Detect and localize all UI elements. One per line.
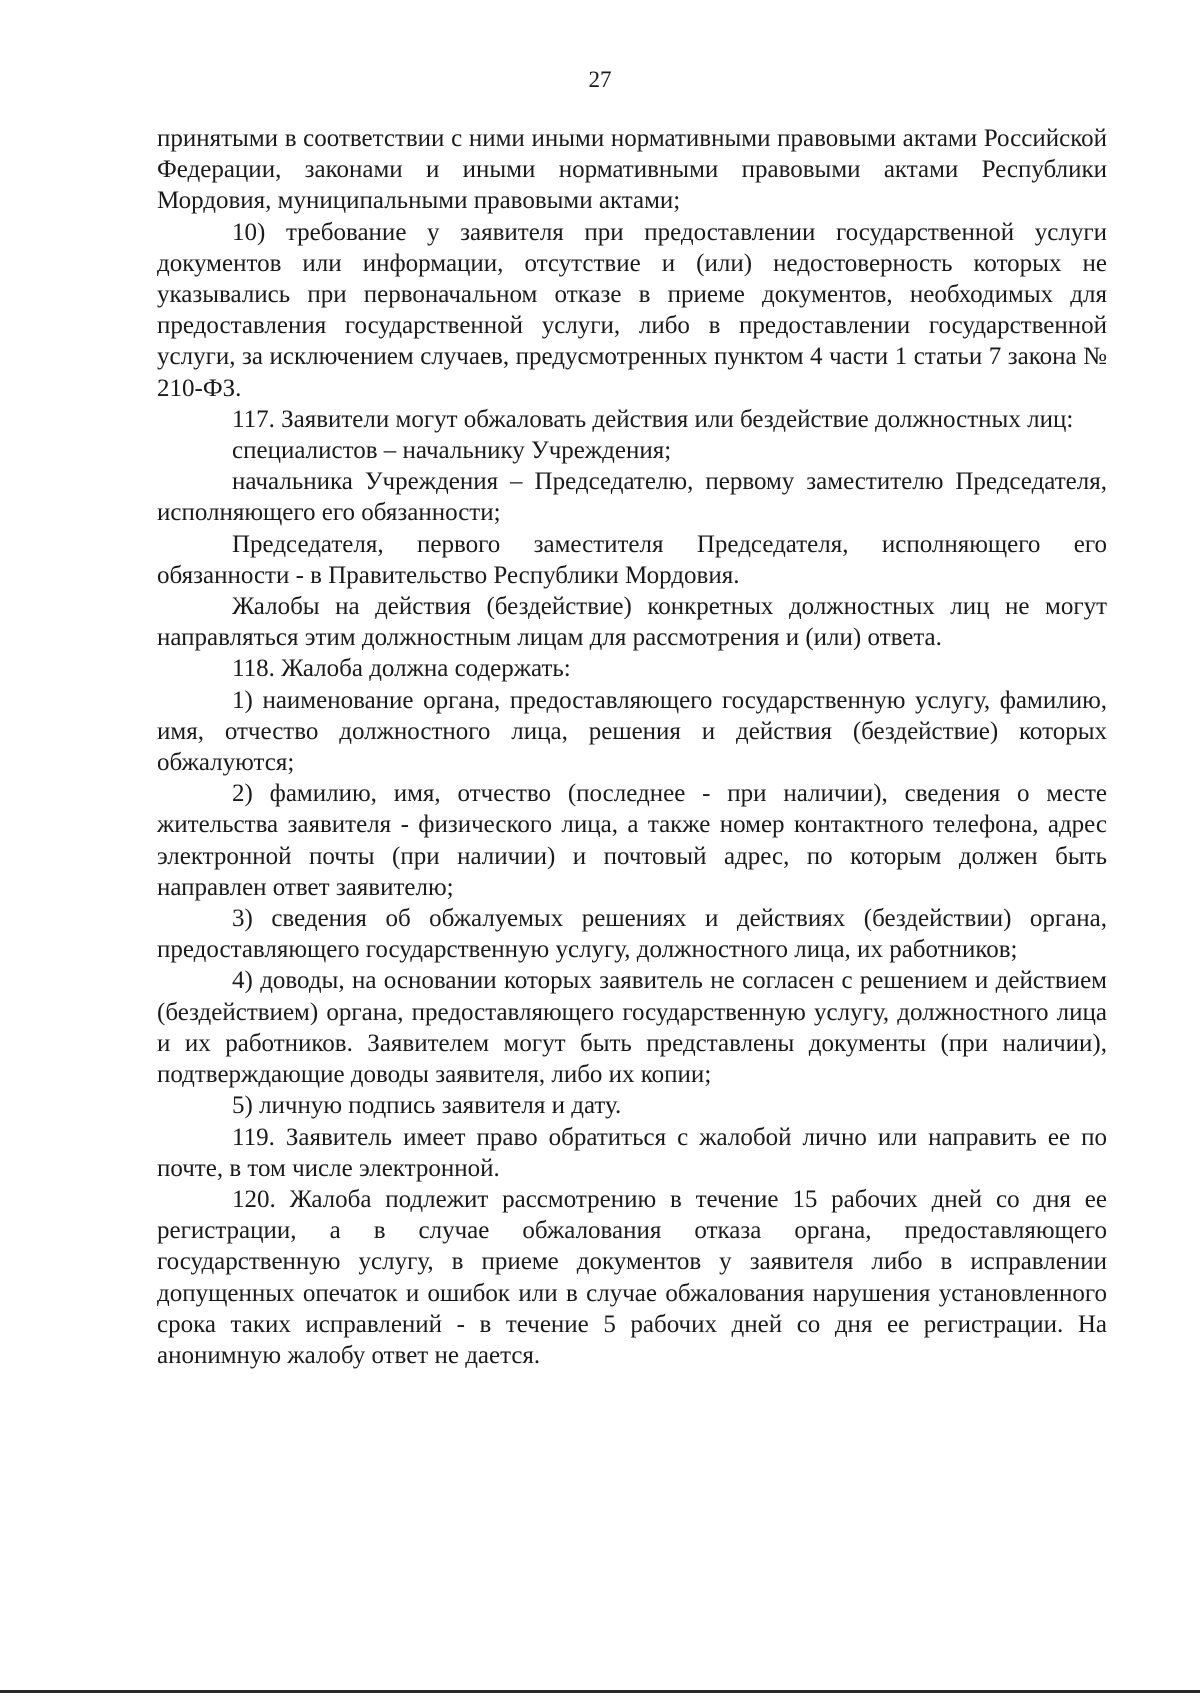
paragraph-118-item-5: 5) личную подпись заявителя и дату.	[232, 1092, 622, 1120]
paragraph-118-item-1: 1) наименование органа, предоставляющего государственную услугу, фамилию, имя, отчество должностного лица, решения и действия (бездействие) которых обжалуются;	[157, 686, 1107, 777]
paragraph-item-10: 10) требование у заявителя при предоставлении государственной услуги документов или информации, отсутствие и (или) недостоверность которых не указывались при первоначальном отказе в приеме документов, необходимых для предоставления государственной услуги, либо в предоставлении государственной услуги, за исключением случаев, предусмотренных пунктом 4 части 1 статьи 7 закона № 210-ФЗ.	[157, 218, 1107, 402]
paragraph-118-item-2: 2) фамилию, имя, отчество (последнее - при наличии), сведения о месте жительства заявителя - физического лица, а также номер контактного телефона, адрес электронной почты (при наличии) и почтовый адрес, по которым должен быть направлен ответ заявителю;	[157, 780, 1107, 901]
paragraph-117: 117. Заявители могут обжаловать действия или бездействие должностных лиц:	[232, 405, 1074, 433]
paragraph-continuation: принятыми в соответствии с ними иными нормативными правовыми актами Российской Федерации, законами и иными нормативными правовыми актами Республики Мордовия, муниципальными правовыми актами;	[157, 125, 1107, 215]
paragraph-head-of-institution: начальника Учреждения – Председателю, первому заместителю Председателя, исполняющего его обязанности;	[157, 468, 1107, 527]
paragraph-complaints-restriction: Жалобы на действия (бездействие) конкретных должностных лиц не могут направляться этим должностным лицам для рассмотрения и (или) ответа.	[157, 593, 1107, 652]
paragraph-118-item-4: 4) доводы, на основании которых заявитель не согласен с решением и действием (бездействием) органа, предоставляющего государственную услугу, должностного лица и их работников. Заявителем могут быть представлены документы (при наличии), подтверждающие доводы заявителя, либо их копии;	[157, 967, 1107, 1089]
paragraph-specialists: специалистов – начальнику Учреждения;	[232, 437, 672, 465]
paragraph-120: 120. Жалоба подлежит рассмотрению в течение 15 рабочих дней со дня ее регистрации, а в случае обжалования отказа органа, предоставляющего государственную услугу, в приеме документов у заявителя либо в исправлении допущенных опечаток и ошибок или в случае обжалования нарушения установленного срока таких исправлений - в течение 5 рабочих дней со дня ее регистрации. На анонимную жалобу ответ не дается.	[157, 1185, 1107, 1369]
paragraph-chairman: Председателя, первого заместителя Председателя, исполняющего его обязанности - в Правительство Республики Мордовия.	[157, 530, 1107, 589]
paragraph-119: 119. Заявитель имеет право обратиться с жалобой лично или направить ее по почте, в том числе электронной.	[157, 1123, 1107, 1182]
paragraph-118-item-3: 3) сведения об обжалуемых решениях и действиях (бездействии) органа, предоставляющего государственную услугу, должностного лица, их работников;	[157, 905, 1107, 964]
page-number: 27	[588, 67, 612, 92]
page-bottom-border	[0, 1690, 1200, 1693]
paragraph-118: 118. Жалоба должна содержать:	[232, 655, 571, 683]
document-body	[157, 123, 1107, 1371]
